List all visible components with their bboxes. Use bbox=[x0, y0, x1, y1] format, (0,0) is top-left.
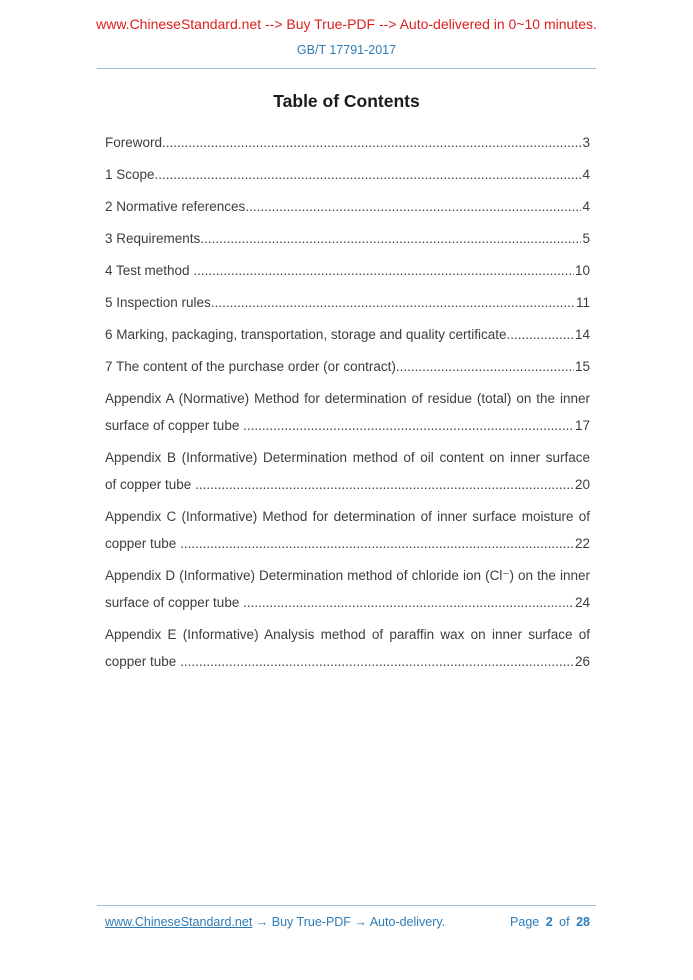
toc-entry bbox=[105, 289, 590, 316]
toc-entry-line bbox=[105, 589, 590, 616]
toc-entry-line bbox=[105, 648, 590, 675]
toc-entry-line bbox=[105, 161, 590, 188]
toc-dot-leader bbox=[162, 129, 581, 156]
toc-entry-line bbox=[105, 257, 590, 284]
footer-site-link[interactable]: www.ChineseStandard.net bbox=[105, 915, 253, 929]
footer-divider bbox=[97, 905, 596, 906]
toc-entry-page-number: 11 bbox=[575, 295, 590, 310]
toc-entry-page-number: 4 bbox=[582, 167, 590, 182]
toc-entry bbox=[105, 385, 590, 439]
toc-entry-wrap-line: Appendix E (Informative) Analysis method of paraffin wax on inner surface of bbox=[105, 627, 590, 642]
toc-entry-title: 5 Inspection rules bbox=[105, 295, 211, 310]
toc-entry-line bbox=[105, 353, 590, 380]
toc-entry-wrap-line: Appendix C (Informative) Method for determination of inner surface moisture of bbox=[105, 509, 590, 524]
toc-entry-page-number: 14 bbox=[574, 327, 590, 342]
toc-entry-page-number: 15 bbox=[574, 359, 590, 374]
toc-entry-page-number: 3 bbox=[582, 135, 590, 150]
toc-entry-line bbox=[105, 289, 590, 316]
toc-entry-wrap-line: Appendix A (Normative) Method for determination of residue (total) on the inner bbox=[105, 391, 590, 406]
toc-entry-page-number: 17 bbox=[574, 418, 590, 433]
footer-page-indicator bbox=[510, 912, 590, 932]
toc-entry bbox=[105, 562, 590, 616]
toc-entry-line bbox=[105, 193, 590, 220]
footer-tagline: → Buy True-PDF → Auto-delivery. bbox=[252, 915, 446, 929]
toc-entry-title: surface of copper tube bbox=[105, 595, 244, 610]
toc-dot-leader bbox=[211, 289, 575, 316]
toc-dot-leader bbox=[193, 257, 574, 284]
toc-dot-leader bbox=[180, 530, 574, 557]
toc-entry-page-number: 22 bbox=[574, 536, 590, 551]
toc-entry bbox=[105, 225, 590, 252]
toc-entry bbox=[105, 621, 590, 675]
toc-dot-leader bbox=[243, 589, 574, 616]
toc-dot-leader bbox=[180, 648, 574, 675]
toc-entry-title: 4 Test method bbox=[105, 263, 194, 278]
toc-entry-line bbox=[105, 412, 590, 439]
toc-entry bbox=[105, 257, 590, 284]
toc-entry-page-number: 26 bbox=[574, 654, 590, 669]
toc-entry-page-number: 5 bbox=[582, 231, 590, 246]
toc-entry-line bbox=[105, 129, 590, 156]
toc-entry bbox=[105, 353, 590, 380]
toc-entry bbox=[105, 321, 590, 348]
toc-entry-line bbox=[105, 530, 590, 557]
toc-entry-title: 7 The content of the purchase order (or contract) bbox=[105, 359, 396, 374]
toc-entry bbox=[105, 444, 590, 498]
toc-entry-title: of copper tube bbox=[105, 477, 196, 492]
footer-left bbox=[105, 912, 445, 932]
toc-entry-title: copper tube bbox=[105, 654, 181, 669]
footer-page-current: 2 bbox=[545, 915, 553, 929]
toc-dot-leader bbox=[396, 353, 574, 380]
toc-list bbox=[105, 129, 590, 675]
toc-entry-title: 3 Requirements bbox=[105, 231, 201, 246]
toc-entry-line bbox=[105, 225, 590, 252]
toc-dot-leader bbox=[155, 161, 582, 188]
toc-entry-title: 1 Scope bbox=[105, 167, 155, 182]
toc-dot-leader bbox=[195, 471, 574, 498]
header-divider bbox=[97, 68, 596, 69]
toc-dot-leader bbox=[243, 412, 574, 439]
toc-entry bbox=[105, 129, 590, 156]
toc-entry bbox=[105, 161, 590, 188]
promo-banner: www.ChineseStandard.net --> Buy True-PDF --> Auto-delivered in 0~10 minutes. bbox=[96, 16, 597, 32]
toc-entry-title: 6 Marking, packaging, transportation, storage and quality certificate bbox=[105, 327, 507, 342]
toc-entry-title: surface of copper tube bbox=[105, 418, 244, 433]
toc-entry-wrap-line: Appendix B (Informative) Determination method of oil content on inner surface bbox=[105, 450, 590, 465]
footer-of-label: of bbox=[559, 915, 570, 929]
toc-dot-leader bbox=[245, 193, 581, 220]
footer bbox=[105, 912, 590, 932]
toc-dot-leader bbox=[200, 225, 581, 252]
toc-entry-title: Foreword bbox=[105, 135, 163, 150]
footer-page-label: Page bbox=[510, 915, 540, 929]
toc-entry-wrap-line: Appendix D (Informative) Determination method of chloride ion (Cl⁻) on the inner bbox=[105, 568, 590, 583]
toc-entry-page-number: 24 bbox=[574, 595, 590, 610]
page-title: Table of Contents bbox=[273, 91, 420, 111]
footer-page-total: 28 bbox=[576, 915, 590, 929]
toc-entry-line bbox=[105, 321, 590, 348]
toc-dot-leader bbox=[506, 321, 573, 348]
toc-entry-page-number: 20 bbox=[574, 477, 590, 492]
toc-entry-page-number: 10 bbox=[574, 263, 590, 278]
toc-entry-line bbox=[105, 471, 590, 498]
toc-entry bbox=[105, 503, 590, 557]
toc-entry-title: copper tube bbox=[105, 536, 181, 551]
toc-entry-page-number: 4 bbox=[582, 199, 590, 214]
toc-entry bbox=[105, 193, 590, 220]
standard-code: GB/T 17791-2017 bbox=[296, 43, 397, 57]
toc-entry-title: 2 Normative references bbox=[105, 199, 246, 214]
